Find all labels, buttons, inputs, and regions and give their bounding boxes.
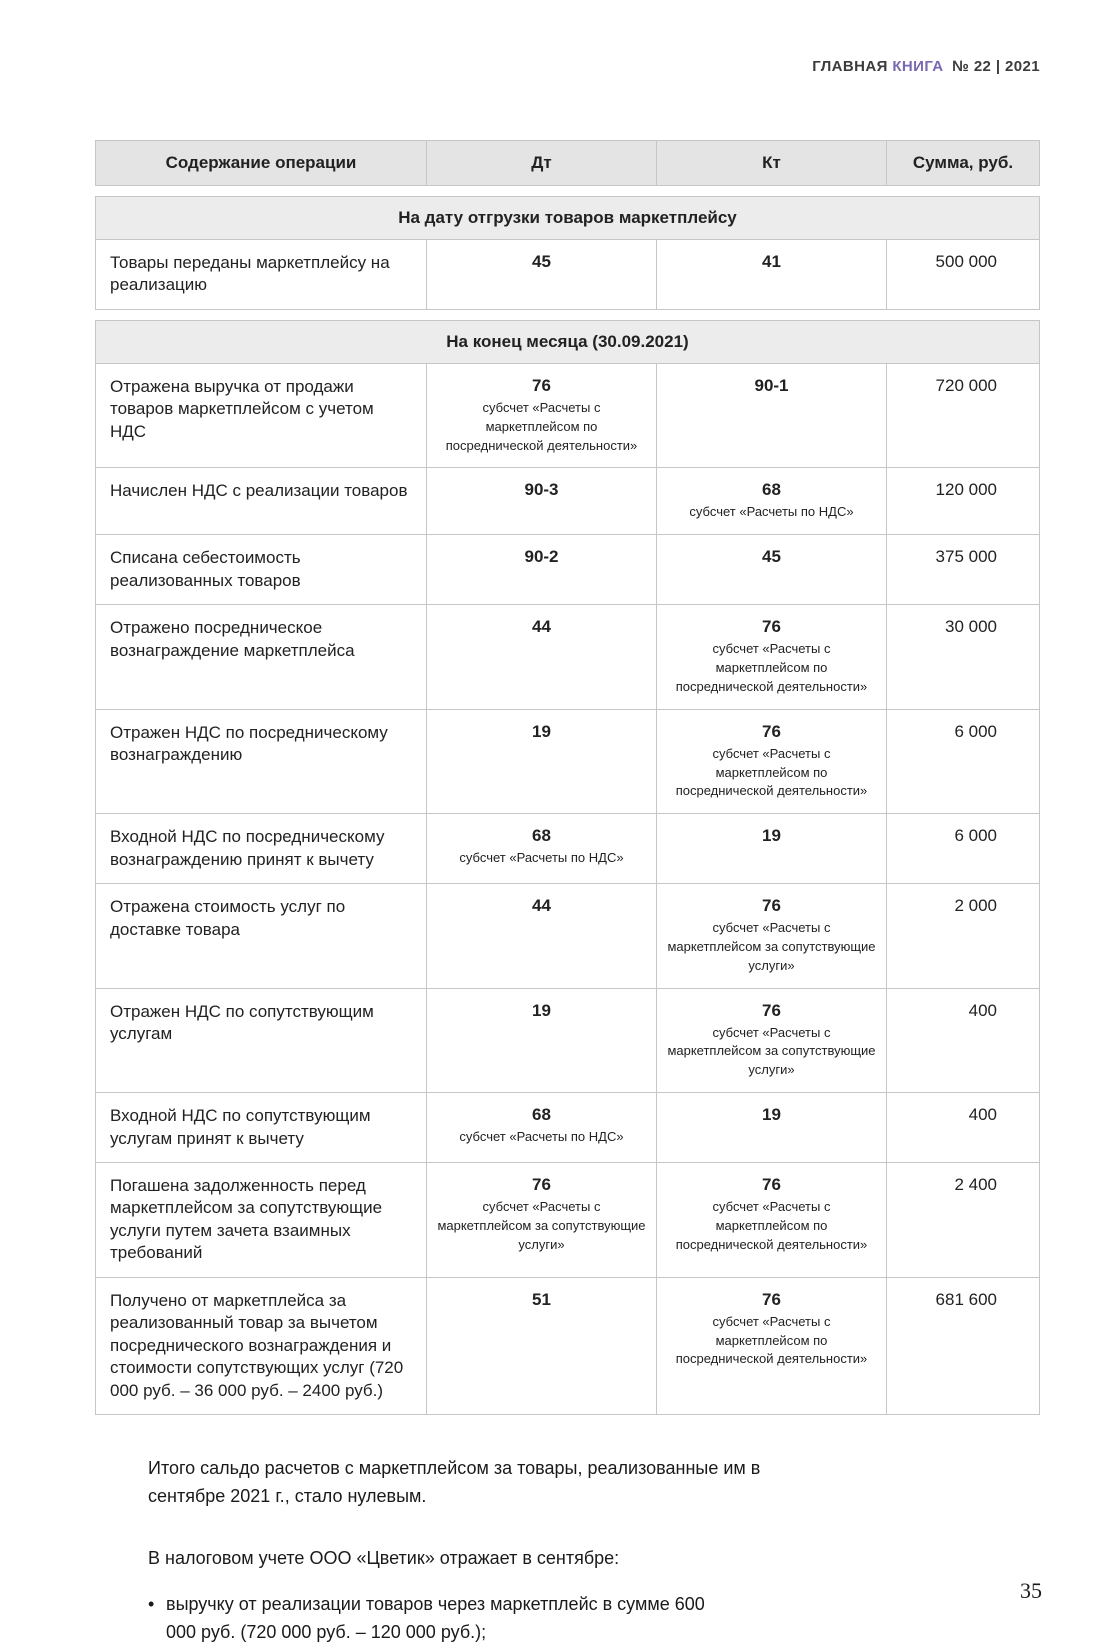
debit-cell [426, 710, 656, 814]
table-header-row [95, 140, 1040, 186]
debit-cell-subaccount: субсчет «Расчеты с маркетплейсом по посреднической деятельности» [445, 399, 638, 453]
sum-cell: 400 [886, 1093, 1039, 1162]
magazine-title-kniga: КНИГА [892, 58, 944, 75]
column-header: Содержание операции [165, 153, 357, 172]
sum-cell: 400 [886, 989, 1039, 1093]
credit-cell-account: 19 [762, 826, 781, 846]
credit-cell-account: 76 [762, 617, 781, 637]
credit-cell [656, 989, 886, 1093]
debit-cell-account: 19 [532, 721, 551, 741]
paragraph-balance-total: Итого сальдо расчетов с маркетплейсом за товары, реализованные им в сентябре 2021 г., стало нулевым. [148, 1457, 761, 1506]
sum-cell: 6 000 [886, 710, 1039, 814]
operation-cell: Отражена стоимость услуг по доставке товара [110, 897, 346, 939]
table-row [96, 814, 1039, 884]
accounting-entries-table [95, 140, 1040, 1415]
table-row [96, 535, 1039, 605]
page-number: 35 [1020, 1578, 1042, 1604]
credit-cell-account: 76 [762, 896, 781, 916]
debit-cell [426, 1163, 656, 1277]
table-row [96, 605, 1039, 710]
sum-cell: 681 600 [886, 1278, 1039, 1414]
debit-cell-subaccount: субсчет «Расчеты по НДС» [459, 850, 624, 866]
operation-cell: Отражено посредническое вознаграждение маркетплейса [110, 618, 355, 660]
debit-cell [426, 240, 656, 309]
credit-cell [656, 1278, 886, 1414]
credit-cell-subaccount: субсчет «Расчеты с маркетплейсом по посреднической деятельности» [675, 1313, 868, 1367]
section-header: На конец месяца (30.09.2021) [96, 321, 1039, 364]
sum-cell: 120 000 [886, 468, 1039, 534]
debit-cell [426, 1093, 656, 1162]
operation-cell: Отражена выручка от продажи товаров маркетплейсом с учетом НДС [110, 376, 374, 441]
credit-cell-account: 76 [762, 1289, 781, 1309]
sum-cell: 6 000 [886, 814, 1039, 883]
debit-cell [426, 364, 656, 468]
bullet-text-revenue: выручку от реализации товаров через маркетплейс в сумме 600 000 руб. (720 000 руб. – 120 000 руб.); [166, 1593, 705, 1642]
operation-cell: Отражен НДС по сопутствующим услугам [110, 1001, 374, 1044]
debit-cell-account: 68 [532, 1105, 551, 1125]
credit-cell-account: 19 [762, 1105, 781, 1125]
credit-cell-subaccount: субсчет «Расчеты с маркетплейсом по посреднической деятельности» [675, 745, 868, 799]
credit-cell-account: 76 [762, 721, 781, 741]
operation-cell: Начислен НДС с реализации товаров [110, 481, 408, 501]
list-item [148, 1591, 1104, 1646]
debit-cell-account: 44 [532, 896, 551, 916]
table-row [96, 710, 1039, 815]
operation-cell: Отражен НДС по посредническому вознаграждению [110, 722, 388, 765]
operation-cell: Товары переданы маркетплейсу на реализацию [110, 253, 390, 295]
credit-cell [656, 710, 886, 814]
credit-cell-subaccount: субсчет «Расчеты по НДС» [689, 504, 854, 520]
credit-cell [656, 1163, 886, 1277]
debit-cell-subaccount: субсчет «Расчеты по НДС» [459, 1129, 624, 1145]
debit-cell-account: 76 [532, 1175, 551, 1194]
operation-cell: Погашена задолженность перед маркетплейсом за сопутствующие услуги путем зачета взаимных требований [110, 1176, 383, 1263]
debit-cell-account: 44 [532, 617, 551, 637]
magazine-title-glavnaya: ГЛАВНАЯ [812, 58, 888, 75]
sum-cell: 2 400 [886, 1163, 1039, 1277]
debit-cell-account: 19 [532, 1000, 551, 1020]
sum-cell: 2 000 [886, 884, 1039, 988]
debit-cell-account: 68 [532, 826, 551, 846]
section-header: На дату отгрузки товаров маркетплейсу [96, 197, 1039, 240]
table-row [96, 468, 1039, 535]
sum-cell: 375 000 [886, 535, 1039, 604]
credit-cell [656, 605, 886, 709]
debit-cell [426, 814, 656, 883]
credit-cell-account: 41 [762, 252, 781, 271]
debit-cell [426, 468, 656, 534]
magazine-issue: № 22 | 2021 [952, 58, 1040, 75]
operation-cell: Списана себестоимость реализованных товаров [110, 548, 301, 590]
operation-cell: Получено от маркетплейса за реализованный товар за вычетом посреднического вознаграждения и стоимости сопутствующих услуг (720 000 руб. – 36 000 руб. – 2400 руб.) [110, 1290, 404, 1400]
debit-cell [426, 884, 656, 988]
debit-cell [426, 989, 656, 1093]
bullet-icon: • [148, 1593, 155, 1614]
credit-cell [656, 1093, 886, 1162]
table-section [95, 196, 1040, 310]
credit-cell-subaccount: субсчет «Расчеты с маркетплейсом за сопутствующие услуги» [667, 920, 876, 973]
debit-cell-account: 90-3 [524, 480, 559, 500]
sum-cell: 720 000 [886, 364, 1039, 468]
table-section [95, 320, 1040, 1415]
credit-cell [656, 364, 886, 468]
debit-cell-account: 51 [532, 1289, 551, 1309]
column-header: Сумма, руб. [886, 141, 1039, 185]
operation-cell: Входной НДС по сопутствующим услугам принят к вычету [110, 1106, 371, 1148]
credit-cell-subaccount: субсчет «Расчеты с маркетплейсом по посреднической деятельности» [675, 1199, 868, 1252]
credit-cell-subaccount: субсчет «Расчеты с маркетплейсом по посреднической деятельности» [675, 641, 868, 694]
credit-cell-account: 76 [762, 1000, 781, 1020]
credit-cell [656, 240, 886, 309]
credit-cell [656, 468, 886, 534]
column-header: Кт [656, 141, 886, 185]
credit-cell-account: 76 [762, 1175, 781, 1194]
table-row [96, 1163, 1039, 1278]
debit-cell [426, 535, 656, 604]
table-row [96, 364, 1039, 469]
debit-cell-account: 45 [532, 252, 551, 271]
magazine-header [812, 58, 1040, 75]
credit-cell-account: 90-1 [754, 375, 789, 395]
credit-cell [656, 814, 886, 883]
debit-cell [426, 605, 656, 709]
credit-cell-account: 45 [762, 547, 781, 567]
debit-cell-subaccount: субсчет «Расчеты с маркетплейсом за сопутствующие услуги» [437, 1199, 646, 1252]
credit-cell-subaccount: субсчет «Расчеты с маркетплейсом за сопутствующие услуги» [667, 1024, 876, 1078]
table-row [96, 989, 1039, 1094]
debit-cell-account: 76 [532, 375, 551, 395]
sum-cell: 500 000 [886, 240, 1039, 309]
operation-cell: Входной НДС по посредническому вознаграждению принят к вычету [110, 827, 385, 869]
table-row [96, 1093, 1039, 1163]
debit-cell-account: 90-2 [524, 547, 559, 567]
credit-cell-account: 68 [762, 480, 781, 500]
column-header: Дт [426, 141, 656, 185]
table-row [96, 1278, 1039, 1414]
paragraph-tax-intro: В налоговом учете ООО «Цветик» отражает в сентябре: [148, 1547, 620, 1568]
table-sections [95, 196, 1040, 1415]
credit-cell [656, 884, 886, 988]
sum-cell: 30 000 [886, 605, 1039, 709]
debit-cell [426, 1278, 656, 1414]
table-row [96, 240, 1039, 309]
credit-cell [656, 535, 886, 604]
table-row [96, 884, 1039, 989]
article-text [148, 1455, 1104, 1646]
